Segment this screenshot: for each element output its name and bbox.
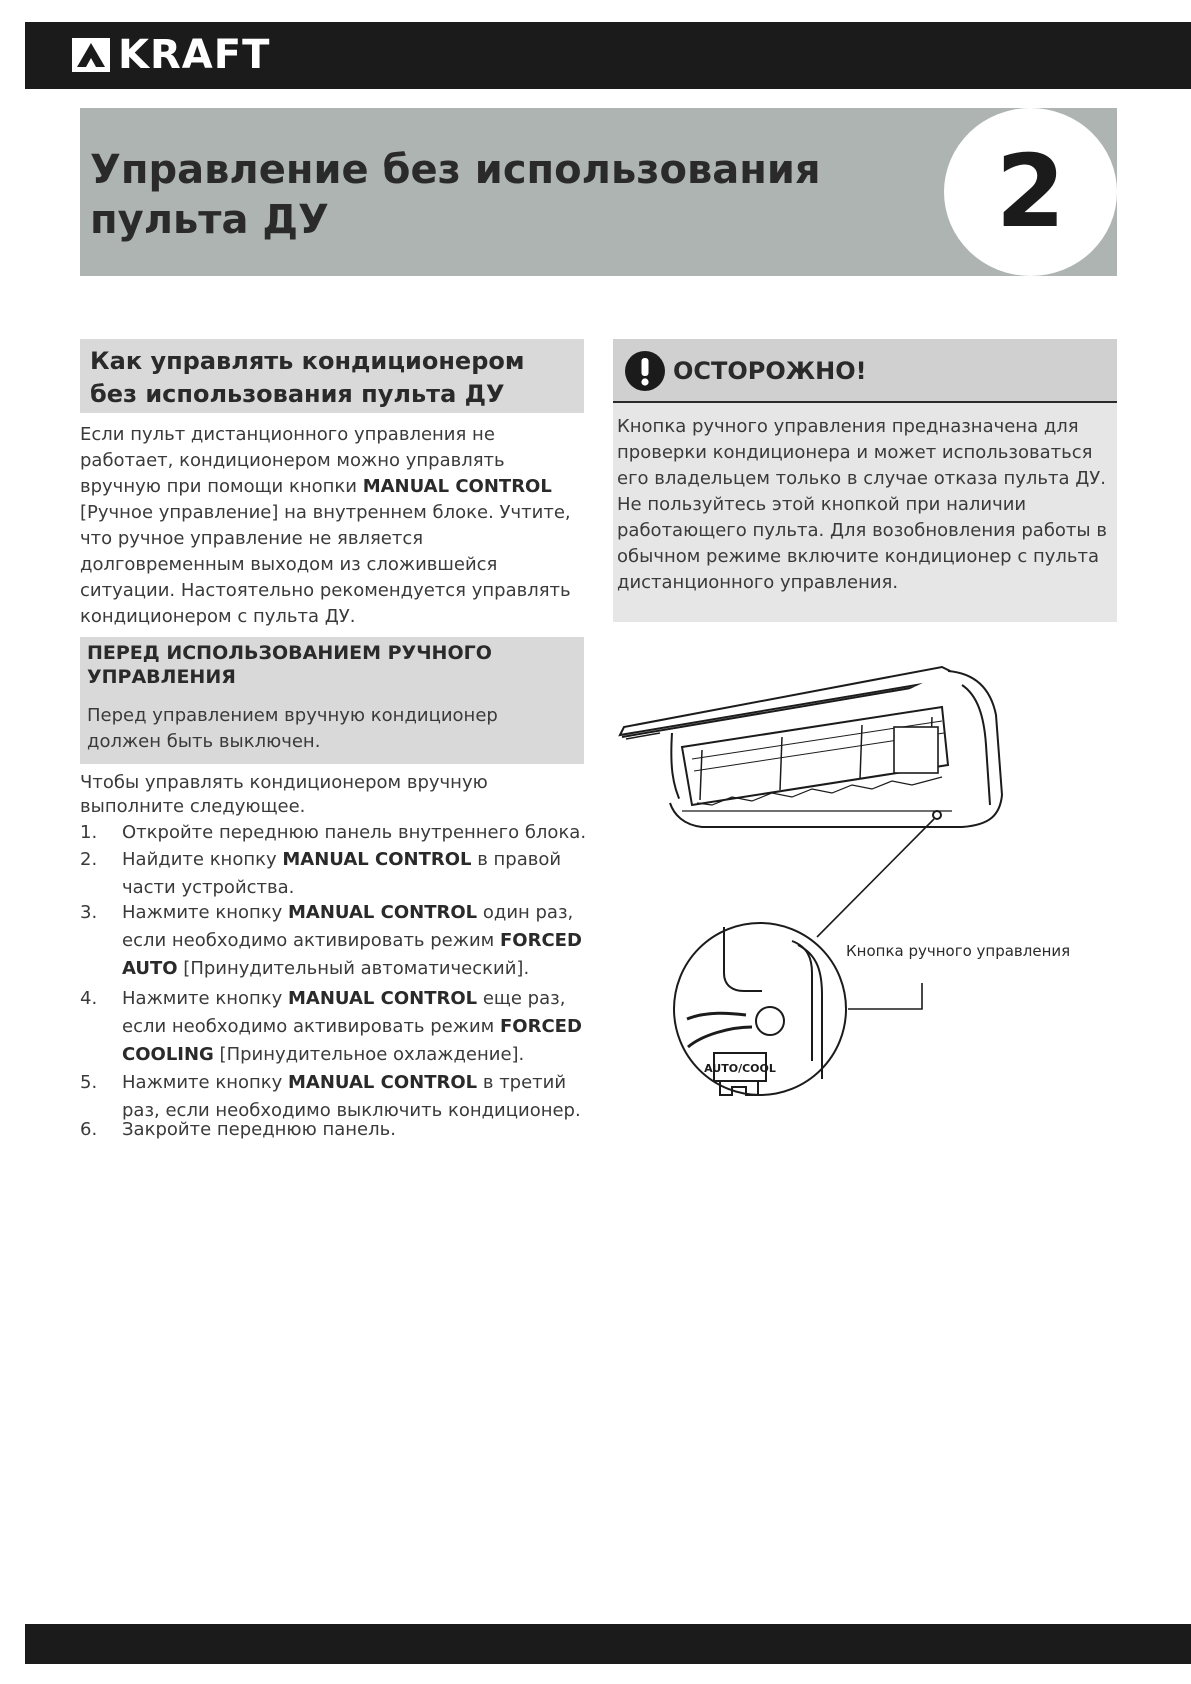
kraft-logo-icon (72, 38, 110, 72)
step-number: 4. (80, 988, 98, 1009)
before-use-body: Перед управлением вручную кондиционер должен быть выключен. (87, 705, 498, 752)
step-number: 2. (80, 849, 98, 870)
footer-bar (25, 1624, 1191, 1664)
manual-control-term: MANUAL CONTROL (362, 476, 552, 497)
step-number: 6. (80, 1119, 98, 1140)
step-number: 5. (80, 1072, 98, 1093)
warning-body: Кнопка ручного управления предназначена для проверки кондиционера и может использоваться его владельцем только в случае отказа пульта ДУ. Не пользуйтесь этой кнопкой при наличии работающего пульта. Для возобновления работы в обычном режиме включите кондиционер с пульта дистанционного управления. (617, 416, 1107, 593)
brand-logo (72, 32, 271, 78)
section-body (80, 422, 590, 630)
section-heading-line2: без использования пульта ДУ (90, 380, 505, 408)
page-title-line2: пульта ДУ (90, 197, 329, 243)
step-number: 1. (80, 822, 98, 843)
section-body-part2: [Ручное управление] на внутреннем блоке. Учтите, что ручное управление не является долговременным выходом из сложившейся ситуации. Настоятельно рекомендуется управлять кондиционером с пульта ДУ. (80, 502, 571, 627)
step-text: Нажмите кнопку MANUAL CONTROL в третий раз, если необходимо выключить кондиционер. (122, 1072, 581, 1121)
step-text: Нажмите кнопку MANUAL CONTROL один раз, если необходимо активировать режим FORCED AUTO [Принудительный автоматический]. (122, 902, 582, 979)
page-title (90, 145, 850, 245)
exclamation-icon (624, 350, 666, 392)
step-text: Найдите кнопку MANUAL CONTROL в правой части устройства. (122, 849, 562, 898)
section-body-part1: Если пульт дистанционного управления не работает, кондиционером можно управлять вручную при помощи кнопки (80, 424, 505, 497)
brand-name: KRAFT (118, 32, 271, 78)
section-heading (80, 339, 584, 413)
indoor-unit-illustration (612, 655, 1082, 1115)
step-text: Закройте переднюю панель. (122, 1119, 396, 1140)
step-text: Нажмите кнопку MANUAL CONTROL еще раз, если необходимо активировать режим FORCED COOLING [Принудительное охлаждение]. (122, 988, 582, 1065)
step-number: 3. (80, 902, 98, 923)
callout-label: Кнопка ручного управления (846, 942, 1071, 960)
step-text: Откройте переднюю панель внутреннего блока. (122, 822, 587, 843)
steps-intro: Чтобы управлять кондиционером вручную выполните следующее. (80, 772, 488, 817)
chapter-number: 2 (995, 133, 1066, 250)
warning-title: ОСТОРОЖНО! (673, 357, 867, 385)
page-title-line1: Управление без использования (90, 147, 821, 193)
before-use-heading: ПЕРЕД ИСПОЛЬЗОВАНИЕМ РУЧНОГО УПРАВЛЕНИЯ (87, 642, 492, 688)
section-heading-line1: Как управлять кондиционером (90, 347, 525, 375)
auto-cool-label: AUTO/COOL (704, 1062, 776, 1075)
